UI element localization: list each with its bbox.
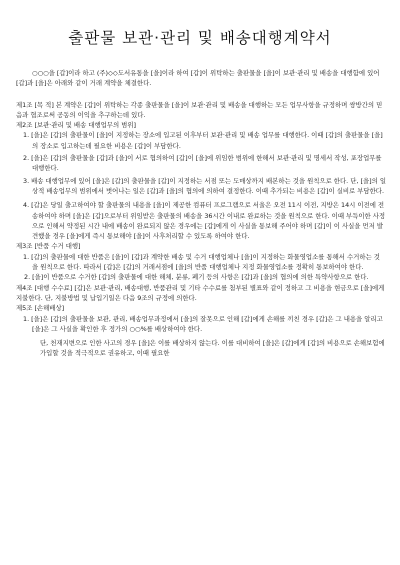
article-5-note: 단, 천재지변으로 인한 사고의 경우 [을]은 이를 배상하지 않는다. 이를 대비하여 [을]은 [갑]에게 [갑]의 비용으로 손해보험에 가입할 것을 적극적으로 권유하고, 이때 필요한 — [40, 339, 385, 358]
article-4: 제4조 [대행 수수료] [갑]은 보관·관리, 배송대행, 반품관리 및 기타 수수료를 첨부된 별표와 같이 정하고 그 비용을 현금으로 [을]에게 지불한다. 단, 지불방법 및 납입기일은 다음 9조의 규정에 의한다. — [16, 283, 385, 302]
article-3-item-2: 2. [을]이 반품으로 수거한 [갑]의 출판물에 대한 해체, 분류, 폐기 등의 사항은 [갑]과 [을]의 협의에 의한 특약사항으로 한다. — [24, 273, 369, 282]
article-3-heading: 제3조 [반품 수거 대행] — [16, 242, 81, 251]
article-2-item-2: 2. [을]은 [갑]의 출판물을 [갑]과 [을]이 서로 협의하여 [갑]이 [을]에 위임한 범위에 한해서 보관·관리 및 명세서 작성, 포장업무를 대행한다. — [23, 154, 382, 173]
contract-body — [16, 68, 386, 359]
document-title: 출판물 보관·관리 및 배송대행계약서 — [68, 29, 332, 47]
article-1: 제1조 [목 적] 본 계약은 [갑]이 위탁하는 각종 출판물을 [을]이 보관·관리 및 배송을 대행하는 모든 업무사항을 규정하며 쌍방간의 믿음과 협조로써 공동의 이익을 추구하는데 있다. — [16, 100, 383, 119]
article-2-item-1: 1. [을]은 [갑]의 출판물이 [을]이 지정하는 장소에 입고된 이후부터 보관·관리 및 배송 업무를 대행한다. 이때 [갑]의 출판물을 [을]의 장소로 입고하는데 필요한 비용은 [갑]이 부담한다. — [23, 131, 383, 150]
article-5-heading: 제5조 [손해배상] — [16, 304, 65, 313]
article-2-item-4: 4. [갑]은 당일 출고하여야 할 출판물의 내용을 [을]이 제공한 컴퓨터 프로그램으로 서울은 오전 11시 이전, 지방은 14시 이전에 전송하여야 하며 [을]은 [갑]으로부터 위임받은 출판물의 배송을 36시간 이내로 완료하는 것을 원칙으로 한다. 이때 부득이한 사정으로 인해서 약정된 시간 내에 배송이 완료되지 않은 경우에는 [갑]에게 이 사실을 통보해 주어야 하며 [갑]이 이 사실을 먼저 발견했을 경우 [을]에게 즉시 통보해야 [을]이 사후처리할 수 있도록 하여야 한다. — [23, 201, 386, 241]
article-3-item-1: 1. [갑]의 출판물에 대한 반품은 [을]이 [갑]과 계약한 배송 및 수거 대행업체나 [을]이 지정하는 화물영업소를 통해서 수거하는 것을 원칙으로 한다. 따라서 [갑]은 [갑]의 거래서점에 [을]의 반품 대행업체나 지정 화물영업소를 정확히 통보하여야 한다. — [23, 252, 380, 272]
article-5-item-1: 1. [을]은 [갑]의 출판물을 보관, 관리, 배송업무과정에서 [을]의 잘못으로 인해 [갑]에게 손해를 끼친 경우 [갑]은 그 내용을 알리고 [을]은 그 사실을 확인한 후 정가의 ○○%를 배상하여야 한다. — [23, 314, 383, 333]
article-2-item-3: 3. 배송 대행업무에 있어 [을]은 [갑]의 출판물을 [갑]이 지정하는 서점 또는 도매상까지 배본하는 것을 원칙으로 한다. 단, [을]의 일상적 배송업무의 범위에서 벗어나는 일은 [갑]과 [을]의 협의에 의하여 결정한다. 이때 추가되는 비용은 [갑]이 실비로 부담한다. — [23, 176, 386, 195]
article-2-heading: 제2조 [보관·관리 및 배송 대행업무의 범위] — [16, 121, 137, 130]
intro-paragraph: ○○○을 [갑]이라 하고 (주)◇◇도서유통을 [을]이라 하여 [갑]이 위탁하는 출판물을 [을]이 보관·관리 및 배송을 대행함에 있어 [갑]과 [을]은 아래와 같이 거래 계약을 체결한다. — [16, 69, 380, 88]
